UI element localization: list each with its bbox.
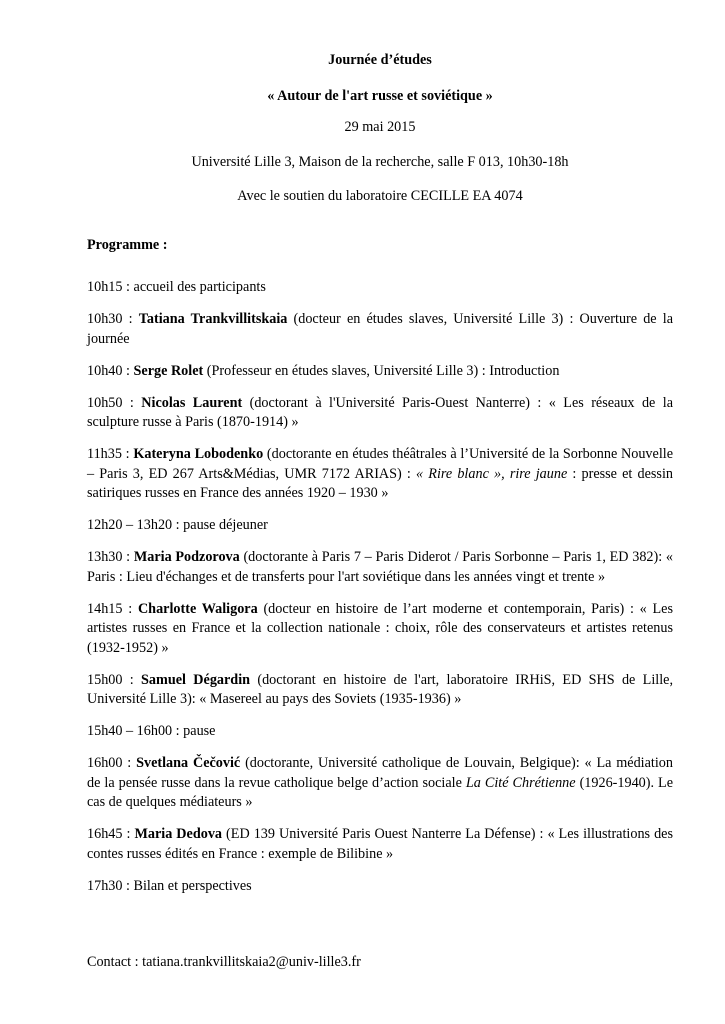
item-time: 10h30 : — [87, 311, 133, 327]
item-details: (doctorant à l'Université Paris-Ouest Nanterre) : « Les réseaux de la sculpture russe à Paris (1870-1914) » — [87, 394, 673, 430]
program-item — [87, 278, 673, 298]
item-speaker: Kateryna Lobodenko — [133, 446, 264, 462]
item-time: 16h00 : — [87, 755, 132, 771]
event-date: 29 mai 2015 — [344, 119, 416, 135]
item-time: 17h30 : — [87, 877, 130, 894]
item-details: (Professeur en études slaves, Université Lille 3) : Introduction — [203, 362, 560, 379]
item-time: 16h45 : — [87, 826, 131, 842]
program-heading: Programme : — [87, 237, 168, 253]
item-time: 10h40 : — [87, 362, 130, 379]
event-support: Avec le soutien du laboratoire CECILLE EA 4074 — [237, 188, 523, 204]
item-details: (docteur en histoire de l’art moderne et contemporain, Paris) : « Les artistes russes en France et la collection nationale : choix, rôle des conservateurs et artistes retenus (1932-1952) » — [87, 600, 674, 656]
item-time: 11h35 : — [87, 446, 130, 462]
program-item — [87, 394, 673, 433]
document-title: Journée d’études — [328, 52, 432, 68]
item-details: (doctorant en histoire de l'art, laboratoire IRHiS, ED SHS de Lille, Université Lille 3): « Masereel au pays des Soviets (1935-1936) » — [87, 671, 673, 707]
item-speaker: Serge Rolet — [133, 362, 204, 379]
item-time: 10h50 : — [87, 394, 134, 411]
event-place: Université Lille 3, Maison de la recherche, salle F 013, 10h30-18h — [191, 154, 569, 170]
item-speaker: Samuel Dégardin — [141, 671, 251, 688]
item-details: accueil des participants — [129, 279, 266, 295]
program-item — [87, 722, 673, 742]
item-speaker: Tatiana Trankvillitskaia — [138, 311, 288, 327]
item-speaker: Maria Dedova — [134, 826, 223, 842]
item-details: (doctorante, Université catholique de Louvain, Belgique): « La médiation de la pensée russe dans la revue catholique belge d’action sociale — [87, 755, 673, 791]
item-speaker: Charlotte Waligora — [137, 600, 258, 617]
program-item — [87, 600, 673, 659]
item-speaker: Maria Podzorova — [133, 549, 240, 565]
item-after: (1926-1940). Le cas de quelques médiateurs » — [87, 774, 674, 810]
program-item — [87, 362, 673, 382]
program-item — [87, 445, 673, 504]
program-list — [87, 278, 673, 909]
program-item — [87, 516, 673, 536]
program-item — [87, 825, 673, 864]
item-time: 10h15 : — [87, 279, 130, 295]
item-title: La Cité Chrétienne — [465, 774, 576, 791]
item-details: (doctorante à Paris 7 – Paris Diderot / Paris Sorbonne – Paris 1, ED 382): « Paris : Lieu d'échanges et de transferts pour l'art soviétique dans les années vingt et trente » — [87, 549, 673, 585]
program-item — [87, 310, 673, 349]
item-time: 12h20 – 13h20 : — [87, 517, 180, 533]
item-details: (doctorante en études théâtrales à l’Université de la Sorbonne Nouvelle – Paris 3, ED 267 Arts&Médias, UMR 7172 ARIAS) : — [87, 446, 674, 482]
item-details: (ED 139 Université Paris Ouest Nanterre La Défense) : « Les illustrations des contes russes édités en France : exemple de Bilibine » — [87, 826, 673, 862]
item-speaker: Svetlana Čečović — [136, 755, 241, 771]
item-details: pause déjeuner — [179, 517, 268, 533]
program-item — [87, 671, 673, 710]
item-time: 15h40 – 16h00 : — [87, 723, 180, 739]
item-time: 14h15 : — [87, 600, 133, 617]
document-subtitle: « Autour de l'art russe et soviétique » — [267, 88, 493, 104]
contact-line: Contact : tatiana.trankvillitskaia2@univ-lille3.fr — [87, 954, 361, 970]
program-item — [87, 548, 673, 587]
item-title: « Rire blanc », rire jaune — [416, 465, 568, 482]
item-speaker: Nicolas Laurent — [141, 394, 243, 411]
program-item — [87, 877, 673, 897]
item-details: pause — [179, 723, 216, 739]
item-time: 13h30 : — [87, 549, 131, 565]
item-after: : presse et dessin satiriques russes en France des années 1920 – 1930 » — [87, 465, 673, 501]
item-details: Bilan et perspectives — [129, 877, 252, 894]
item-time: 15h00 : — [87, 671, 134, 688]
program-item — [87, 754, 673, 813]
item-details: (docteur en études slaves, Université Lille 3) : Ouverture de la journée — [87, 311, 673, 347]
